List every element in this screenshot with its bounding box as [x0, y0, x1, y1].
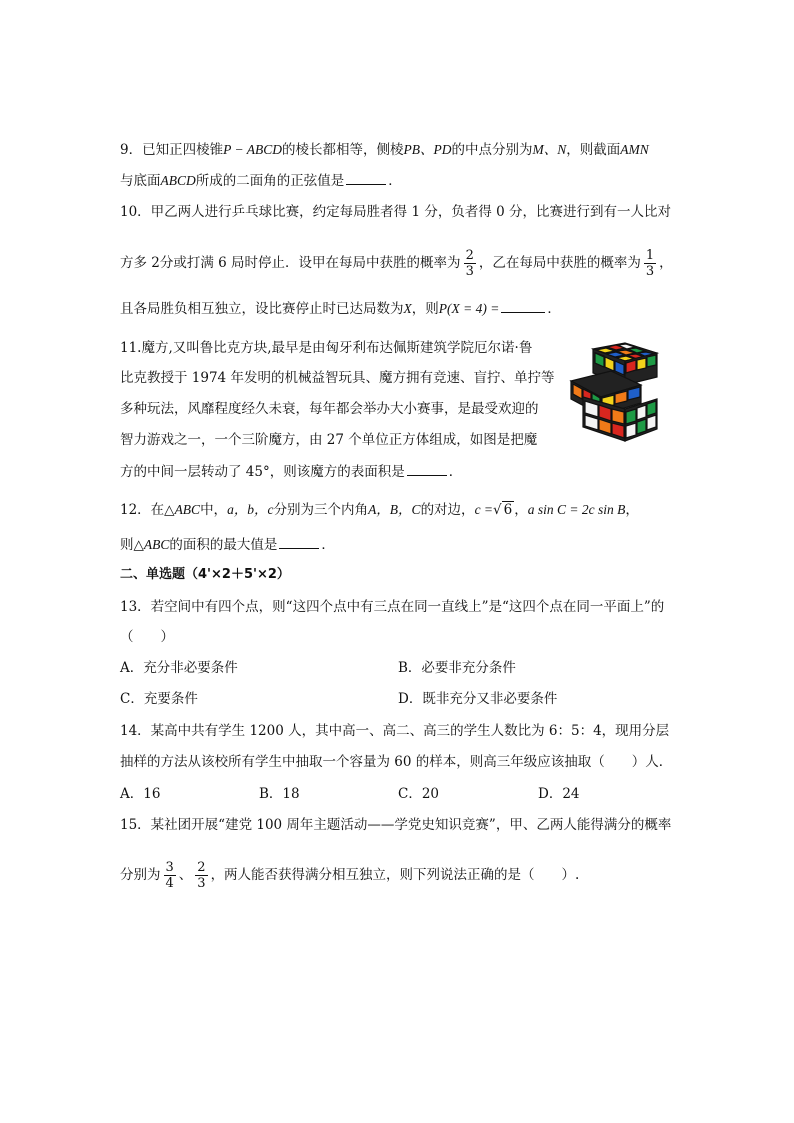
q12-line2 [120, 534, 335, 555]
q10-answer-blank [501, 298, 545, 313]
q12-math-triangle: ABC [174, 502, 201, 517]
q10-fraction-yi [644, 248, 656, 279]
cube-sticker [628, 387, 640, 400]
fraction-denominator: 3 [645, 264, 655, 279]
q9-math-points: M、N [532, 142, 567, 157]
q15-text: 、 [178, 867, 193, 883]
fraction-denominator: 3 [197, 876, 206, 891]
q10-math-x: X [403, 301, 412, 316]
q13-option-d[interactable]: D．既非充分又非必要条件 [398, 691, 558, 707]
q12-text: 中， [200, 502, 228, 518]
q15-line1: 15．某社团开展“建党 100 周年主题活动——学党史知识竞赛”，甲、乙两人能得满分的概率 [120, 817, 672, 833]
q15-text: 分别为 [120, 867, 161, 883]
q12-math-angles: A，B，C [368, 502, 421, 517]
q12-text: ． [321, 537, 335, 553]
q9-text: 与底面 [120, 173, 161, 189]
q12-math-sides: a，b，c [227, 502, 274, 517]
q12-text: 的对边， [420, 502, 475, 518]
q12-text: 则△ [120, 537, 144, 553]
q12-text: 的面积的最大值是 [169, 537, 278, 553]
q10-text: ， [659, 255, 673, 271]
q14-option-d[interactable]: D．24 [538, 786, 580, 802]
q9-math-base: ABCD [160, 173, 196, 188]
q12-line1 [120, 500, 639, 520]
q12-text: ， [514, 502, 528, 518]
q9-answer-blank [346, 170, 386, 185]
q10-text: ，则 [411, 301, 439, 317]
q13-line1: 13．若空间中有四个点，则“这四个点中有三点在同一直线上”是“这四个点在同一平面上”的 [120, 599, 665, 615]
q15-text: ，两人能否获得满分相互独立，则下列说法正确的是（ ）. [210, 867, 580, 883]
q10-text: 方多 2分或打满 6 局时停止．设甲在每局中获胜的概率为 [120, 255, 461, 271]
cube-sticker [626, 409, 636, 424]
q11-text: 方的中间一层转动了 45°，则该魔方的表面积是 [120, 464, 405, 480]
fraction-numerator: 2 [197, 860, 206, 875]
sqrt-radicand: 6 [503, 502, 513, 518]
cube-sticker [612, 409, 624, 424]
q9-math-section: AMN [620, 142, 649, 157]
q9-line2 [120, 170, 402, 191]
q15-fraction-jia [164, 860, 176, 891]
cube-sticker [637, 419, 646, 434]
section-title: 二、单选题（4'×2＋5'×2） [120, 567, 290, 582]
q11-line2: 比克教授于 1974 年发明的机械益智玩具、魔方拥有竞速、盲拧、单拧等 [120, 370, 555, 386]
q10-math-probability: P(X = 4) = [438, 301, 500, 316]
q9-text: 所成的二面角的正弦值是 [195, 173, 345, 189]
fraction-denominator: 4 [165, 876, 174, 891]
q10-line3 [120, 298, 561, 319]
q13-option-c[interactable]: C．充要条件 [120, 691, 198, 707]
q9-text: ，则截面 [566, 142, 621, 158]
q9-line1 [120, 140, 649, 160]
q12-answer-blank [279, 534, 319, 549]
cube-sticker [626, 360, 636, 373]
q15-fraction-yi [195, 860, 207, 891]
q12-math-triangle: ABC [143, 537, 170, 552]
q9-text: ． [388, 173, 402, 189]
q14-line2: 抽样的方法从该校所有学生中抽取一个容量为 60 的样本，则高三年级应该抽取（ ）人． [120, 754, 673, 770]
cube-sticker [647, 355, 656, 367]
cube-sticker [647, 401, 656, 416]
q11-text: ． [448, 464, 463, 480]
cube-sticker [615, 391, 627, 404]
q14-option-b[interactable]: B．18 [259, 786, 300, 802]
cube-sticker [647, 415, 656, 430]
cube-sticker [637, 405, 646, 420]
q15-line2 [120, 860, 579, 891]
q13-option-b[interactable]: B．必要非充分条件 [398, 660, 516, 676]
q10-line1: 10．甲乙两人进行乒乓球比赛，约定每局胜者得 1 分，负者得 0 分，比赛进行到有一人比对 [120, 204, 672, 220]
q12-text: 12．在△ [120, 502, 175, 518]
fraction-numerator: 3 [165, 860, 174, 875]
q9-math-edges: PB、PD [403, 142, 452, 157]
q10-text: ． [547, 301, 561, 317]
q10-text: 且各局胜负相互独立，设比赛停止时已达局数为 [120, 301, 404, 317]
q11-answer-blank [407, 461, 447, 476]
q14-line1: 14．某高中共有学生 1200 人，其中高一、高二、高三的学生人数比为 6：5：4，现用分层 [120, 723, 670, 739]
q11-line5 [120, 461, 462, 482]
q10-text: ，乙在每局中获胜的概率为 [478, 255, 641, 271]
q13-line2: （ ） [120, 629, 174, 645]
rubiks-cube-image [563, 341, 665, 447]
q12-text: ， [625, 502, 639, 518]
q11-line3: 多种玩法，风靡程度经久未衰，每年都会举办大小赛事，是最受欢迎的 [120, 401, 539, 417]
q11-line1: 11.魔方,又叫鲁比克方块,最早是由匈牙利布达佩斯建筑学院厄尔诺·鲁 [120, 340, 533, 356]
q13-option-a[interactable]: A．充分非必要条件 [120, 660, 238, 676]
q11-line4: 智力游戏之一，一个三阶魔方，由 27 个单位正方体组成，如图是把魔 [120, 432, 538, 448]
q12-math-equation: a sin C = 2c sin B [527, 502, 626, 517]
q10-fraction-jia [464, 248, 476, 279]
q9-math-pyramid: P − ABCD [223, 142, 282, 157]
q9-text: 9．已知正四棱锥 [120, 142, 224, 158]
q12-text: 分别为三个内角 [273, 502, 369, 518]
q9-text: 的棱长都相等，侧棱 [281, 142, 404, 158]
fraction-numerator: 1 [645, 248, 655, 263]
fraction-denominator: 3 [465, 264, 474, 279]
cube-sticker [637, 358, 646, 370]
q9-text: 的中点分别为 [451, 142, 533, 158]
q12-sqrt: √ 6 [493, 502, 513, 518]
cube-sticker [626, 423, 636, 438]
fraction-numerator: 2 [465, 248, 474, 263]
q10-line2 [120, 248, 673, 279]
q14-option-c[interactable]: C．20 [398, 786, 440, 802]
q12-math-c-eq: c = [474, 502, 494, 517]
q14-option-a[interactable]: A．16 [120, 786, 161, 802]
